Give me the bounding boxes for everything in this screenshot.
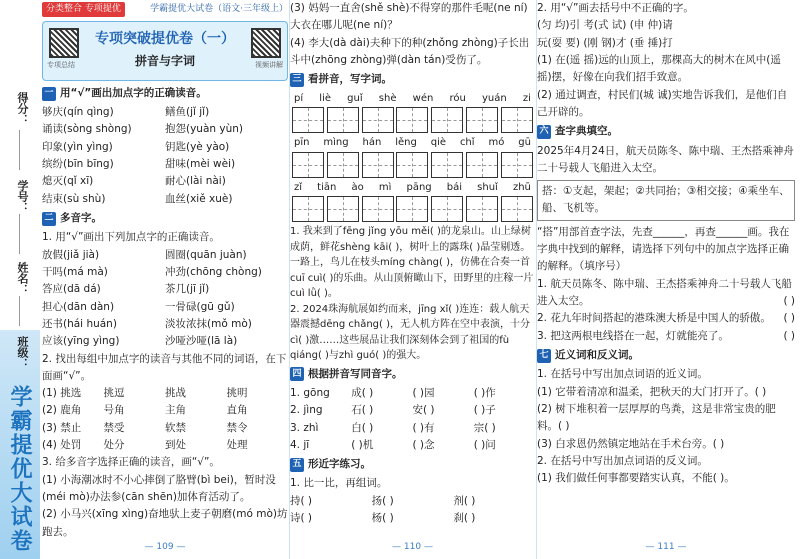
list-item [42, 281, 288, 298]
word-item[interactable]: 缤纷(bīn bīng) [42, 158, 114, 171]
word-item[interactable]: ( )园 [412, 386, 435, 399]
section-number: 五 [290, 458, 304, 472]
section-heading [537, 347, 795, 364]
word-item[interactable]: 鳝鱼(jǐ jǐ) [165, 106, 210, 119]
list-item[interactable]: (1) 在(遥 摇)远的山顶上，那棵高大的树木在风中(遥 摇)摆，好像在向我们招手致意。 [537, 53, 781, 84]
page-111 [537, 0, 795, 559]
name-line [19, 296, 20, 326]
writing-box[interactable] [396, 196, 428, 222]
list-item [290, 510, 535, 527]
student-id-label: 学号： [16, 180, 29, 213]
word-item[interactable]: 诵读(sòng shòng) [42, 123, 132, 136]
pinyin: róu [449, 92, 466, 104]
section-title: 用“√”画出加点字的正确读音。 [60, 86, 207, 99]
list-item[interactable]: (1) 我们做任何事都要踏实认真，不能( )。 [537, 472, 735, 485]
word-item[interactable]: 印象(yìn yìng) [42, 140, 113, 153]
word-item[interactable]: 刹( ) [453, 512, 476, 525]
section-number: 二 [42, 212, 56, 226]
category-tag: 分类整合 专项提优 [42, 2, 125, 17]
score-line [19, 130, 20, 170]
id-line [19, 214, 20, 254]
pinyin: pīn [294, 137, 310, 149]
writing-box[interactable] [327, 107, 359, 133]
word-item[interactable]: 抱怨(yuàn yùn) [165, 123, 244, 136]
pinyin: shuǐ [477, 181, 498, 193]
word-item[interactable]: ( )子 [473, 404, 496, 417]
list-item [42, 121, 288, 138]
list-item [42, 402, 288, 419]
word-item[interactable]: 干吗(má mà) [42, 265, 108, 278]
list-item [537, 328, 795, 345]
word-item: 1. gōng [290, 386, 330, 399]
news-text: 2025年4月24日，航天员陈冬、陈中瑞、王杰搭乘神舟二十号载人飞船进入太空。 [537, 144, 794, 174]
question-text: (2) 小马兴(xīng xìng)奋地驮上麦子朝磨(mó mò)坊跑去。 [42, 508, 288, 538]
writing-box[interactable] [362, 107, 394, 133]
page-109 [42, 0, 288, 559]
worksheet-subtitle: 拼音与字词 [134, 53, 195, 68]
choice-text: 3. 把这两根电线搭在一起，灯就能亮了。 [537, 329, 729, 342]
pinyin: pí [294, 92, 304, 104]
section-number: 六 [537, 125, 551, 139]
list-item [42, 156, 288, 173]
section-title: 多音字。 [60, 212, 102, 225]
section-title: 根据拼音写同音字。 [308, 367, 403, 380]
list-item [290, 420, 535, 437]
name-label: 姓名： [16, 262, 29, 295]
word-item[interactable]: 还书(hái huán) [42, 317, 117, 330]
word-item[interactable]: 安( ) [412, 404, 435, 417]
list-item [290, 385, 535, 402]
word-item[interactable]: ( )机 [351, 438, 374, 451]
definition-box: 搭：①支起，架起；②共同抬；③相交接；④乘坐车、船、飞机等。 [537, 180, 795, 221]
writing-box[interactable] [431, 152, 463, 178]
list-item [42, 247, 288, 264]
pinyin: mì [378, 181, 392, 193]
binding-margin [0, 0, 40, 559]
word-item[interactable]: 钥匙(yè yào) [165, 140, 230, 153]
word-item[interactable]: ( )有 [412, 421, 435, 434]
list-item [42, 316, 288, 333]
list-item[interactable]: 玩(耍 要) (刚 钢)才 (垂 捶)打 [537, 36, 673, 49]
word-item[interactable]: 处分 [103, 439, 125, 452]
writing-grid [290, 152, 535, 178]
list-item [42, 333, 288, 350]
word-item[interactable]: 成( ) [351, 386, 374, 399]
word-item[interactable]: ( )念 [412, 438, 435, 451]
word-item[interactable]: 宗( ) [473, 421, 496, 434]
section-number: 四 [290, 367, 304, 381]
pinyin-row [290, 135, 535, 152]
list-item [290, 493, 535, 510]
answer-blank[interactable]: ( ) [783, 295, 795, 307]
word-item[interactable]: 茶几(jī jǐ) [165, 283, 210, 296]
pinyin: chǐ [459, 137, 475, 149]
writing-box[interactable] [396, 107, 428, 133]
word-item[interactable]: 圆圈(quān juàn) [165, 248, 247, 261]
writing-box[interactable] [431, 196, 463, 222]
writing-box[interactable] [466, 107, 498, 133]
word-item[interactable]: 持( ) [290, 494, 313, 507]
list-item [537, 276, 795, 311]
word-item[interactable]: 够庆(qín qìng) [42, 106, 114, 119]
word-item[interactable]: (1) 挑选 [42, 387, 82, 400]
pinyin: pāng [406, 181, 432, 193]
list-item[interactable]: (2) 树下堆积着一层厚厚的鸟粪，这是非常宝贵的肥料。( ) [537, 402, 776, 433]
qr-caption-left: 专项总结 [47, 60, 75, 69]
pinyin: ào [351, 181, 364, 193]
section-number: 三 [290, 73, 304, 87]
list-item [42, 104, 288, 121]
pinyin-row [290, 180, 535, 197]
list-item [42, 385, 288, 402]
word-item[interactable]: 结束(sù shù) [42, 192, 106, 205]
writing-box[interactable] [466, 196, 498, 222]
section-title: 查字典填空。 [555, 125, 618, 138]
choice-text: 2. 花九年时间搭起的港珠澳大桥是中国人的骄傲。 [537, 312, 771, 325]
word-item[interactable]: 石( ) [351, 404, 374, 417]
qr-code-icon[interactable] [251, 28, 281, 58]
question-text: (4) 李大(dà dài)夫种下的种(zhǒng zhòng)子长出斗中(zhōng zhòng)弹(dàn tán)受伤了。 [290, 36, 530, 66]
word-item[interactable]: 处理 [226, 439, 248, 452]
word-item[interactable]: (2) 鹿角 [42, 404, 82, 417]
section-heading [290, 71, 535, 88]
section-heading [42, 85, 288, 102]
writing-box[interactable] [501, 152, 533, 178]
word-item[interactable]: 担心(dān dàn) [42, 300, 115, 313]
page-number: — 111 — [645, 542, 687, 553]
word-item[interactable]: 耐心(lài nài) [165, 175, 226, 188]
section-title: 近义词和反义词。 [555, 348, 639, 361]
section-heading [290, 456, 535, 473]
word-item[interactable]: 沙哑沙哑(lā là) [165, 335, 238, 348]
word-item[interactable]: 血丝(xiě xuè) [165, 192, 233, 205]
word-item[interactable]: 主角 [165, 404, 186, 417]
section-title: 看拼音，写字词。 [308, 73, 392, 86]
writing-box[interactable] [327, 152, 359, 178]
word-item[interactable]: 挑明 [226, 387, 248, 400]
word-item[interactable]: 冲劲(chōng chòng) [165, 265, 262, 278]
word-item[interactable]: 软禁 [165, 421, 186, 434]
pinyin: bái [446, 181, 463, 193]
list-item [42, 173, 288, 190]
writing-box[interactable] [292, 196, 324, 222]
choice-text: 1. 航天员陈冬、陈中瑞、王杰搭乘神舟二十号载人飞船进入太空。 [537, 277, 792, 307]
word-item[interactable]: 到处 [165, 439, 186, 452]
writing-box[interactable] [362, 196, 394, 222]
pinyin: tiān [317, 181, 337, 193]
brand-logo: 学霸提优大试卷 [7, 385, 32, 553]
word-item[interactable]: ( )作 [473, 386, 496, 399]
writing-box[interactable] [501, 107, 533, 133]
question-text: (3) 妈妈一直舍(shě shè)不得穿的那件毛呢(ne ní)大衣在哪儿呢(ne ní)？ [290, 2, 528, 32]
score-label: 得分： [16, 92, 29, 125]
word-item[interactable]: (3) 禁止 [42, 421, 82, 434]
word-item[interactable]: 号角 [103, 404, 125, 417]
qr-caption-right: 视频讲解 [255, 60, 283, 69]
section-heading [42, 210, 288, 227]
question-text: 2. 用“√”画去括号中不正确的字。 [537, 2, 694, 14]
word-item[interactable]: (4) 处罚 [42, 439, 82, 452]
writing-box[interactable] [292, 107, 324, 133]
section-heading [290, 366, 535, 383]
list-item [42, 420, 288, 437]
word-item[interactable]: 应该(yīng yìng) [42, 335, 120, 348]
pinyin: lěng [395, 137, 417, 149]
word-item[interactable]: 扬( ) [371, 494, 394, 507]
list-item [42, 299, 288, 316]
word-item[interactable]: 白( ) [351, 421, 374, 434]
word-item[interactable]: 放假(jiǎ jià) [42, 248, 100, 261]
writing-box[interactable] [466, 152, 498, 178]
question-text: 2. 找出每组中加点字的读音与其他不同的词语，在下面画“√”。 [42, 352, 287, 382]
writing-box[interactable] [292, 152, 324, 178]
page-header [42, 2, 288, 17]
answer-blank[interactable]: ( ) [783, 329, 795, 342]
section-number: 一 [42, 87, 56, 101]
list-item[interactable]: (1) 它带着清凉和温柔，把秋天的大门打开了。( ) [537, 385, 767, 398]
class-label: 班级： [16, 336, 29, 369]
word-item[interactable]: ( )问 [473, 438, 496, 451]
question-text: 2. 在括号中写出加点词语的反义词。 [537, 454, 708, 467]
writing-box[interactable] [362, 152, 394, 178]
list-item [42, 191, 288, 208]
writing-box[interactable] [431, 107, 463, 133]
worksheet-title: 专项突破提优卷（一） [95, 30, 235, 47]
list-item [42, 139, 288, 156]
list-item [290, 437, 535, 454]
word-item[interactable]: 禁令 [226, 421, 248, 434]
pinyin: zi [522, 92, 531, 104]
pinyin: wén [412, 92, 434, 104]
word-item[interactable]: 一骨碌(gū gǔ) [165, 300, 235, 313]
question-text: (1) 小海潮冰时不小心摔倒了胳臂(bì bei)，暂时没(méi mò)办法参(cān shēn)加体育活动了。 [42, 473, 276, 504]
word-item: 2. jìng [290, 404, 323, 417]
word-item[interactable]: 答应(dā dá) [42, 283, 101, 296]
word-item[interactable]: 直角 [226, 404, 248, 417]
pinyin: yuán [482, 92, 507, 104]
pinyin: mìng [323, 137, 349, 149]
page-number: — 109 — [144, 542, 186, 553]
list-item [42, 264, 288, 281]
pinyin: gū [518, 137, 531, 149]
book-title: 学霸提优大试卷（语文·三年级上） [150, 4, 288, 14]
list-item[interactable]: (匀 均)引 考(式 试) (申 仲)请 [537, 19, 673, 32]
word-item[interactable]: 淡妆浓抹(mǒ mò) [165, 317, 252, 330]
question-text: 3. 给多音字选择正确的读音，画“√”。 [42, 456, 220, 469]
pinyin: shè [378, 92, 397, 104]
word-item: 3. zhì [290, 421, 319, 434]
question-text: 1. 我来到了fēng jǐng yōu měi( )的龙泉山。山上绿树成荫，鲜花shèng kāi( )，树叶上的露珠( )晶莹剔透。一路上，鸟儿在枝头míng chàng( )，仿佛在合奏一首cuī cuì( )的乐曲。从山顶俯瞰山下，田野里的庄稼一片cuì lǜ( )。 [290, 226, 534, 300]
list-item[interactable]: (3) 白求恩仍然镇定地站在手术台旁。( ) [537, 437, 725, 450]
pinyin: zǐ [294, 181, 303, 193]
question-text: 2. 2024珠海航展如约而来，jīng xǐ( )连连：载人航天器震撼dēng chǎng( )，无人机方阵在空中表演，十分cì( )激……这些展品让我们深刻体会到了祖国的fù qiáng( )与zhì guó( )的强大。 [290, 303, 530, 362]
page-number: — 110 — [392, 542, 433, 553]
word-item[interactable]: 熄灭(qǐ xī) [42, 175, 94, 188]
question-text: 1. 比一比，再组词。 [290, 477, 388, 490]
section-title: 形近字练习。 [308, 458, 371, 471]
pinyin-row [290, 91, 535, 108]
word-item[interactable]: 挑逗 [103, 387, 125, 400]
qr-code-icon[interactable] [49, 28, 79, 58]
writing-grid [290, 107, 535, 133]
writing-grid [290, 196, 535, 222]
question-text: 1. 在括号中写出加点词语的近义词。 [537, 368, 708, 381]
writing-box[interactable] [327, 196, 359, 222]
pinyin: zhū [512, 181, 531, 193]
pinyin: mó [488, 137, 505, 149]
pinyin: liè [319, 92, 332, 104]
answer-blank[interactable]: ( ) [783, 312, 795, 325]
page-110 [290, 0, 535, 559]
question-text: “搭”用部首查字法，先查______，再查______画。我在字典中找到的解释，请选择下列句中的加点字选择正确的解释。（填序号） [537, 225, 790, 273]
pinyin: hán [362, 137, 382, 149]
writing-box[interactable] [501, 196, 533, 222]
word-item[interactable]: 杨( ) [371, 512, 394, 525]
pinyin: qiè [430, 137, 447, 149]
word-item: 4. jī [290, 438, 310, 451]
word-item[interactable]: 甜味(mèi wèi) [165, 158, 236, 171]
list-item[interactable]: (2) 通过调查，村民们(城 诚)实地告诉我们，是他们自己开辟的。 [537, 88, 788, 118]
word-item[interactable]: 诗( ) [290, 512, 313, 525]
pinyin: guǐ [347, 92, 363, 104]
list-item [290, 402, 535, 419]
section-number: 七 [537, 349, 551, 363]
list-item [42, 437, 288, 454]
section-heading [537, 123, 795, 140]
word-item[interactable]: 剂( ) [453, 494, 476, 507]
word-item[interactable]: 禁受 [103, 421, 125, 434]
writing-box[interactable] [396, 152, 428, 178]
list-item [537, 310, 795, 327]
question-text: 1. 用“√”画出下列加点字的正确读音。 [42, 231, 220, 244]
word-item[interactable]: 挑战 [165, 387, 186, 400]
title-banner [42, 21, 288, 81]
